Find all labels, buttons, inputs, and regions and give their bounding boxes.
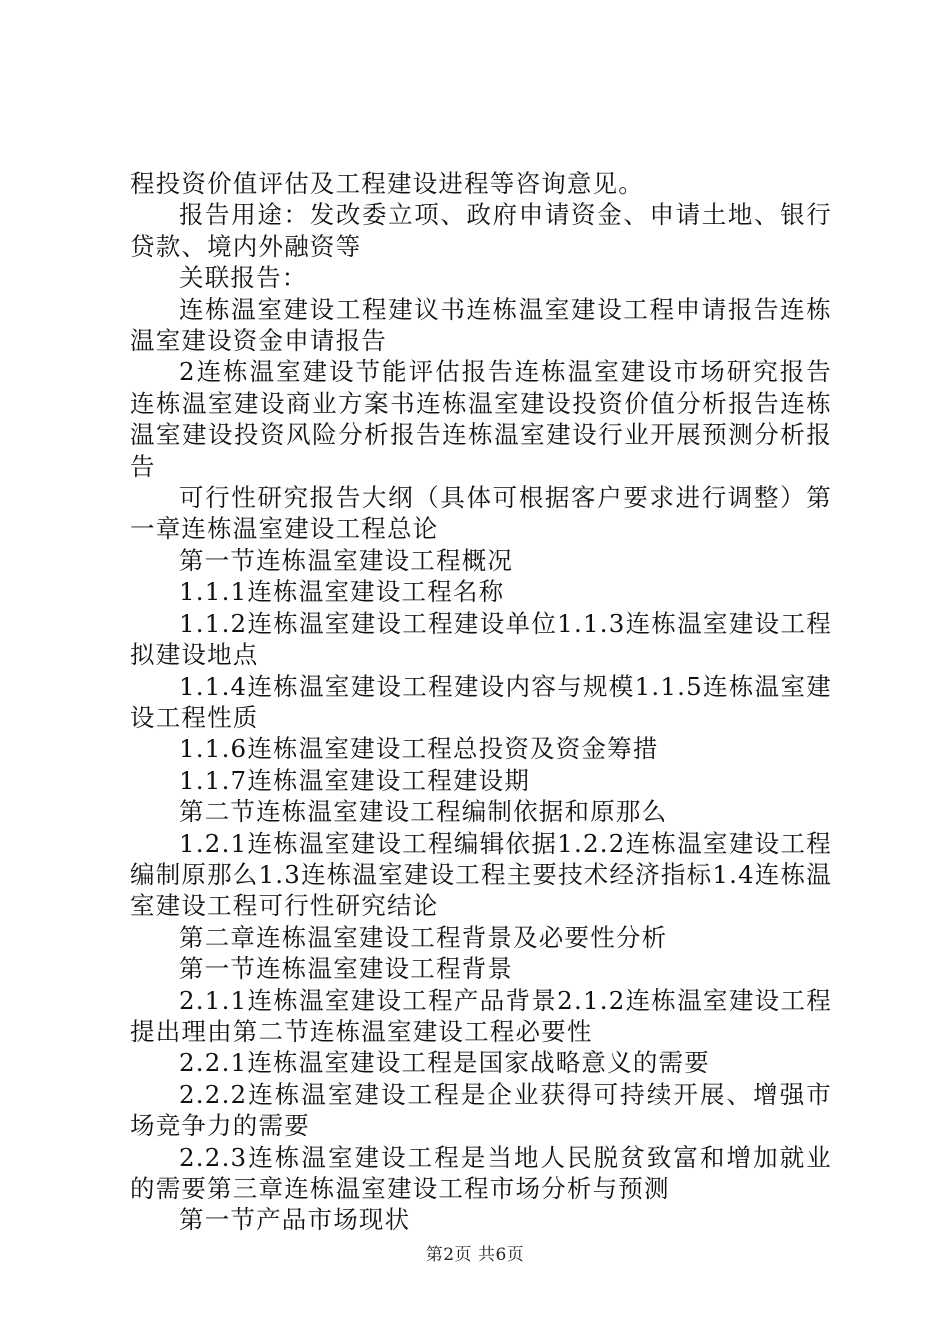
paragraph: 关联报告： (179, 263, 308, 293)
paragraph: 1.1.6连栋温室建设工程总投资及资金筹措 (179, 734, 659, 764)
page-number-footer: 第2页 共6页 (425, 1245, 525, 1265)
paragraph: 2.2.2连栋温室建设工程是企业获得可持续开展、增强市场竞争力的需要 (130, 1079, 832, 1141)
paragraph: 程投资价值评估及工程建设进程等咨询意见。 (130, 169, 644, 198)
section-heading: 第一节连栋温室建设工程概况 (179, 545, 514, 575)
section-heading: 第二节连栋温室建设工程编制依据和原那么 (179, 797, 668, 827)
paragraph: 2.1.1连栋温室建设工程产品背景2.1.2连栋温室建设工程提出理由第二节连栋温室建设工程必要性 (130, 985, 832, 1046)
paragraph: 1.1.2连栋温室建设工程建设单位1.1.3连栋温室建设工程拟建设地点 (130, 608, 832, 670)
section-heading: 第一节连栋温室建设工程背景 (179, 954, 514, 984)
paragraph: 1.1.1连栋温室建设工程名称 (179, 577, 505, 607)
document-body (130, 168, 832, 1236)
chapter-heading: 第二章连栋温室建设工程背景及必要性分析 (179, 922, 668, 952)
paragraph: 2.2.3连栋温室建设工程是当地人民脱贫致富和增加就业的需要第三章连栋温室建设工程市场分析与预测 (130, 1142, 832, 1203)
paragraph: 连栋温室建设工程建议书连栋温室建设工程申请报告连栋温室建设资金申请报告 (130, 294, 832, 356)
paragraph: 2连栋温室建设节能评估报告连栋温室建设市场研究报告连栋温室建设商业方案书连栋温室建设投资价值分析报告连栋温室建设投资风险分析报告连栋温室建设行业开展预测分析报告 (130, 357, 832, 481)
paragraph: 报告用途：发改委立项、政府申请资金、申请土地、银行贷款、境内外融资等 (130, 200, 832, 261)
paragraph: 1.1.7连栋温室建设工程建设期 (179, 765, 531, 795)
paragraph: 1.2.1连栋温室建设工程编辑依据1.2.2连栋温室建设工程编制原那么1.3连栋温室建设工程主要技术经济指标1.4连栋温室建设工程可行性研究结论 (130, 828, 832, 921)
paragraph: 可行性研究报告大纲（具体可根据客户要求进行调整）第一章连栋温室建设工程总论 (130, 483, 832, 544)
paragraph: 1.1.4连栋温室建设工程建设内容与规模1.1.5连栋温室建设工程性质 (130, 671, 832, 732)
paragraph: 2.2.1连栋温室建设工程是国家战略意义的需要 (179, 1048, 710, 1078)
section-heading: 第一节产品市场现状 (179, 1205, 411, 1235)
